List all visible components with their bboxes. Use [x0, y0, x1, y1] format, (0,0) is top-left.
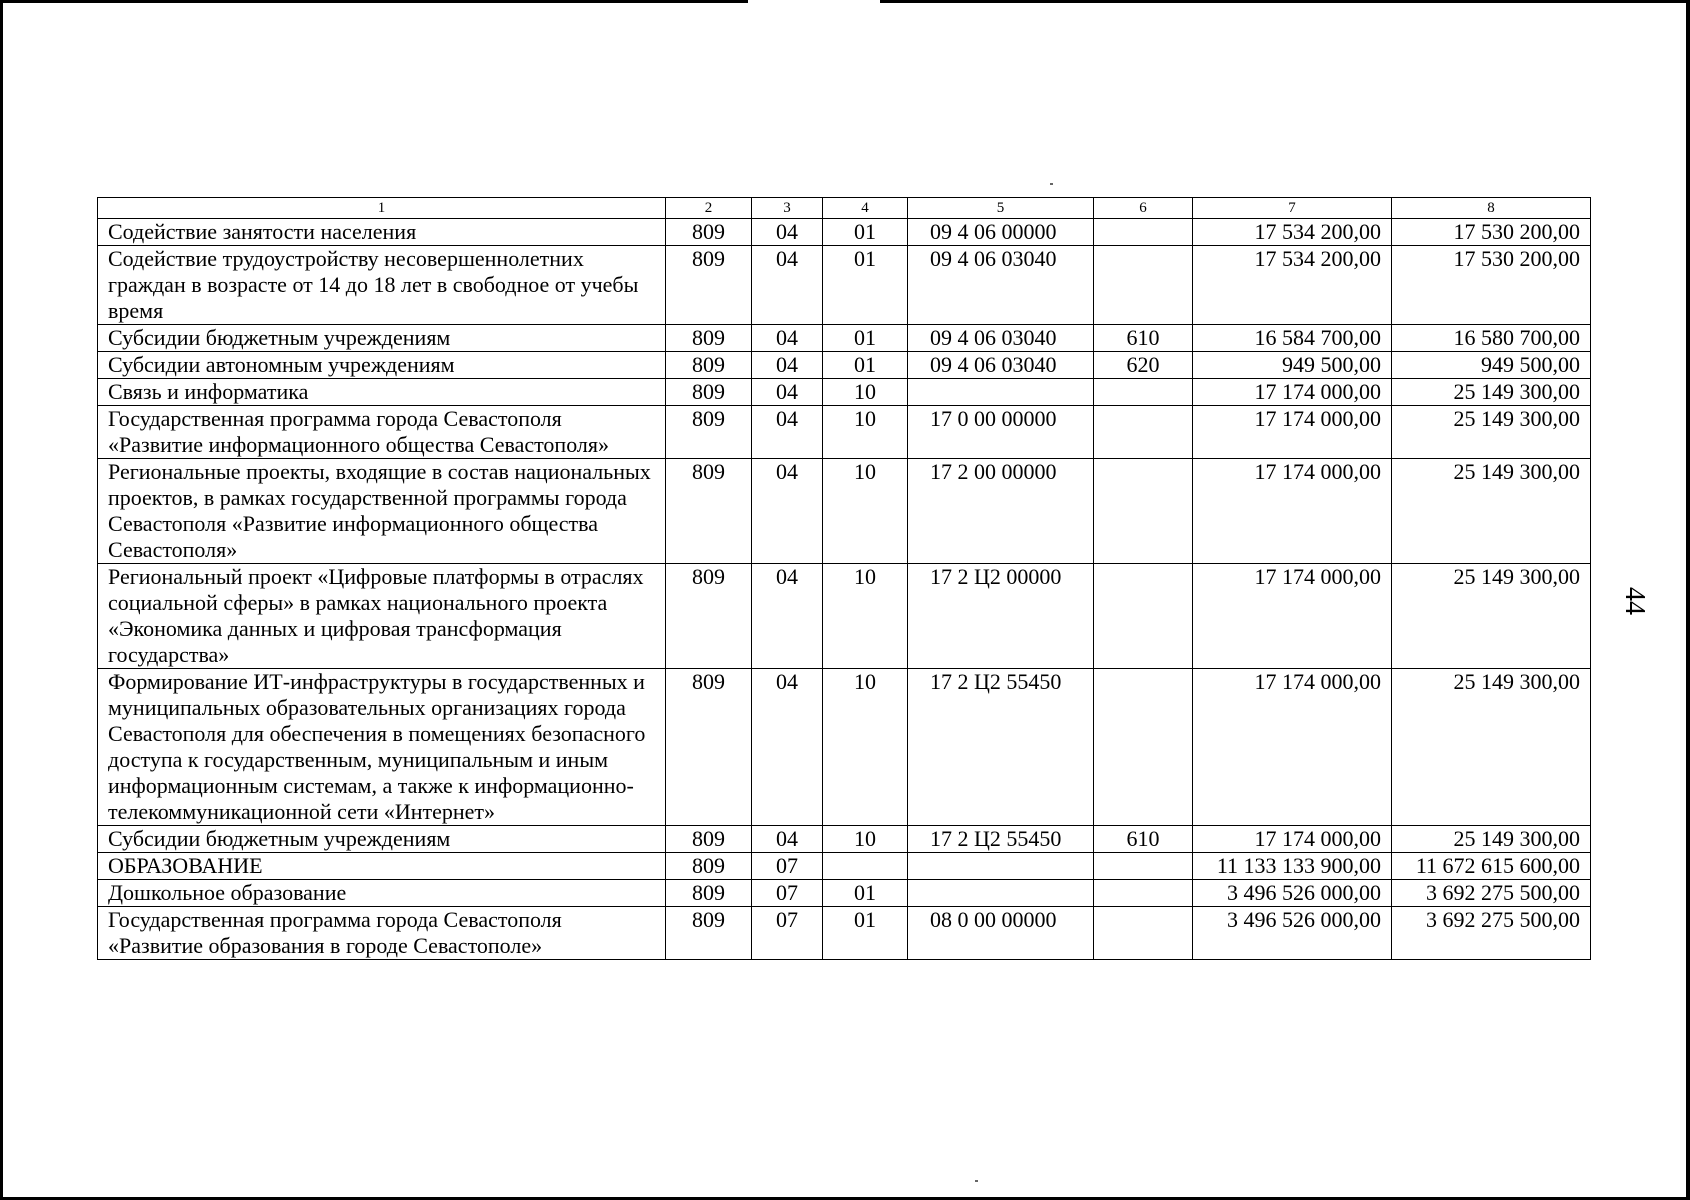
cell-name: Содействие трудоустройству несовершеннолетних граждан в возрасте от 14 до 18 лет в свободное от учебы время: [98, 246, 666, 325]
cell-expense-type: 620: [1094, 352, 1193, 379]
cell-subsection: 10: [823, 669, 908, 826]
column-number: 7: [1193, 198, 1392, 219]
cell-amount-year1: 17 174 000,00: [1193, 459, 1392, 564]
cell-name: Дошкольное образование: [98, 880, 666, 907]
table-row: [98, 246, 1591, 325]
cell-amount-year1: 17 174 000,00: [1193, 379, 1392, 406]
cell-target-article: 17 2 Ц2 55450: [908, 669, 1094, 826]
cell-name: Государственная программа города Севастополя «Развитие образования в городе Севастополе»: [98, 907, 666, 960]
cell-amount-year2: 3 692 275 500,00: [1392, 907, 1591, 960]
cell-expense-type: [1094, 853, 1193, 880]
cell-amount-year2: 3 692 275 500,00: [1392, 880, 1591, 907]
cell-section: 04: [752, 379, 823, 406]
scan-speck: [975, 1180, 978, 1182]
cell-section: 04: [752, 669, 823, 826]
cell-expense-type: 610: [1094, 325, 1193, 352]
cell-amount-year2: 16 580 700,00: [1392, 325, 1591, 352]
cell-amount-year1: 16 584 700,00: [1193, 325, 1392, 352]
cell-ministry-code: 809: [666, 379, 752, 406]
cell-name: Государственная программа города Севастополя «Развитие информационного общества Севастополя»: [98, 406, 666, 459]
cell-name: Субсидии бюджетным учреждениям: [98, 325, 666, 352]
table-row: [98, 826, 1591, 853]
cell-subsection: 01: [823, 219, 908, 246]
cell-ministry-code: 809: [666, 325, 752, 352]
cell-amount-year2: 25 149 300,00: [1392, 669, 1591, 826]
table-row: [98, 880, 1591, 907]
cell-target-article: 17 0 00 00000: [908, 406, 1094, 459]
cell-target-article: 17 2 Ц2 55450: [908, 826, 1094, 853]
table-row: [98, 352, 1591, 379]
cell-target-article: 09 4 06 03040: [908, 325, 1094, 352]
cell-amount-year2: 17 530 200,00: [1392, 219, 1591, 246]
cell-ministry-code: 809: [666, 352, 752, 379]
cell-expense-type: 610: [1094, 826, 1193, 853]
cell-subsection: 01: [823, 907, 908, 960]
table-row: [98, 907, 1591, 960]
cell-ministry-code: 809: [666, 459, 752, 564]
cell-name: Региональный проект «Цифровые платформы в отраслях социальной сферы» в рамках национального проекта «Экономика данных и цифровая трансформация государства»: [98, 564, 666, 669]
cell-section: 04: [752, 826, 823, 853]
cell-expense-type: [1094, 459, 1193, 564]
cell-ministry-code: 809: [666, 853, 752, 880]
page-top-edge: [0, 0, 748, 3]
cell-name: Содействие занятости населения: [98, 219, 666, 246]
cell-amount-year1: 11 133 133 900,00: [1193, 853, 1392, 880]
cell-target-article: 09 4 06 03040: [908, 352, 1094, 379]
cell-subsection: 01: [823, 352, 908, 379]
cell-amount-year2: 949 500,00: [1392, 352, 1591, 379]
column-number: 1: [98, 198, 666, 219]
cell-subsection: [823, 853, 908, 880]
cell-target-article: 08 0 00 00000: [908, 907, 1094, 960]
cell-section: 04: [752, 219, 823, 246]
cell-amount-year1: 17 534 200,00: [1193, 219, 1392, 246]
cell-name: Субсидии бюджетным учреждениям: [98, 826, 666, 853]
cell-section: 07: [752, 880, 823, 907]
cell-section: 04: [752, 352, 823, 379]
cell-section: 04: [752, 564, 823, 669]
cell-section: 07: [752, 853, 823, 880]
cell-name: ОБРАЗОВАНИЕ: [98, 853, 666, 880]
cell-expense-type: [1094, 880, 1193, 907]
table-row: [98, 564, 1591, 669]
cell-amount-year1: 3 496 526 000,00: [1193, 880, 1392, 907]
cell-subsection: 10: [823, 564, 908, 669]
cell-ministry-code: 809: [666, 246, 752, 325]
cell-subsection: 01: [823, 880, 908, 907]
cell-amount-year1: 17 174 000,00: [1193, 406, 1392, 459]
column-number: 2: [666, 198, 752, 219]
cell-section: 04: [752, 406, 823, 459]
cell-amount-year2: 25 149 300,00: [1392, 406, 1591, 459]
cell-amount-year1: 17 534 200,00: [1193, 246, 1392, 325]
table-row: [98, 406, 1591, 459]
cell-target-article: 09 4 06 00000: [908, 219, 1094, 246]
cell-amount-year2: 25 149 300,00: [1392, 826, 1591, 853]
cell-ministry-code: 809: [666, 564, 752, 669]
cell-amount-year2: 25 149 300,00: [1392, 564, 1591, 669]
table-row: [98, 219, 1591, 246]
cell-amount-year2: 25 149 300,00: [1392, 379, 1591, 406]
cell-name: Региональные проекты, входящие в состав национальных проектов, в рамках государственной программы города Севастополя «Развитие информационного общества Севастополя»: [98, 459, 666, 564]
cell-subsection: 10: [823, 406, 908, 459]
cell-subsection: 10: [823, 379, 908, 406]
scan-speck: [1050, 183, 1053, 185]
column-number: 5: [908, 198, 1094, 219]
table-row: [98, 669, 1591, 826]
cell-subsection: 01: [823, 246, 908, 325]
cell-amount-year1: 17 174 000,00: [1193, 826, 1392, 853]
cell-section: 04: [752, 459, 823, 564]
cell-expense-type: [1094, 564, 1193, 669]
cell-target-article: 17 2 Ц2 00000: [908, 564, 1094, 669]
cell-subsection: 01: [823, 325, 908, 352]
cell-section: 04: [752, 246, 823, 325]
cell-name: Связь и информатика: [98, 379, 666, 406]
cell-target-article: 17 2 00 00000: [908, 459, 1094, 564]
cell-expense-type: [1094, 219, 1193, 246]
cell-name: Субсидии автономным учреждениям: [98, 352, 666, 379]
cell-section: 04: [752, 325, 823, 352]
column-number: 3: [752, 198, 823, 219]
column-number: 8: [1392, 198, 1591, 219]
cell-section: 07: [752, 907, 823, 960]
cell-expense-type: [1094, 379, 1193, 406]
cell-amount-year1: 3 496 526 000,00: [1193, 907, 1392, 960]
cell-ministry-code: 809: [666, 826, 752, 853]
cell-amount-year1: 17 174 000,00: [1193, 564, 1392, 669]
table-row: [98, 325, 1591, 352]
table-row: [98, 459, 1591, 564]
cell-ministry-code: 809: [666, 219, 752, 246]
cell-ministry-code: 809: [666, 907, 752, 960]
table-row: [98, 853, 1591, 880]
cell-ministry-code: 809: [666, 669, 752, 826]
cell-subsection: 10: [823, 826, 908, 853]
page-number: 44: [1619, 587, 1650, 615]
cell-target-article: [908, 880, 1094, 907]
cell-expense-type: [1094, 907, 1193, 960]
cell-subsection: 10: [823, 459, 908, 564]
budget-table: [97, 197, 1591, 960]
table-row: [98, 379, 1591, 406]
column-number-row: [98, 198, 1591, 219]
page-top-edge: [880, 0, 1690, 3]
cell-target-article: 09 4 06 03040: [908, 246, 1094, 325]
column-number: 6: [1094, 198, 1193, 219]
cell-expense-type: [1094, 246, 1193, 325]
column-number: 4: [823, 198, 908, 219]
cell-ministry-code: 809: [666, 406, 752, 459]
cell-amount-year2: 25 149 300,00: [1392, 459, 1591, 564]
cell-target-article: [908, 853, 1094, 880]
cell-ministry-code: 809: [666, 880, 752, 907]
cell-name: Формирование ИТ-инфраструктуры в государственных и муниципальных образовательных организациях города Севастополя для обеспечения в помещениях безопасного доступа к государственным, муниципальным и иным информационным системам, а также к информационно-телекоммуникационной сети «Интернет»: [98, 669, 666, 826]
cell-target-article: [908, 379, 1094, 406]
cell-expense-type: [1094, 669, 1193, 826]
cell-expense-type: [1094, 406, 1193, 459]
cell-amount-year2: 17 530 200,00: [1392, 246, 1591, 325]
cell-amount-year1: 949 500,00: [1193, 352, 1392, 379]
cell-amount-year2: 11 672 615 600,00: [1392, 853, 1591, 880]
cell-amount-year1: 17 174 000,00: [1193, 669, 1392, 826]
